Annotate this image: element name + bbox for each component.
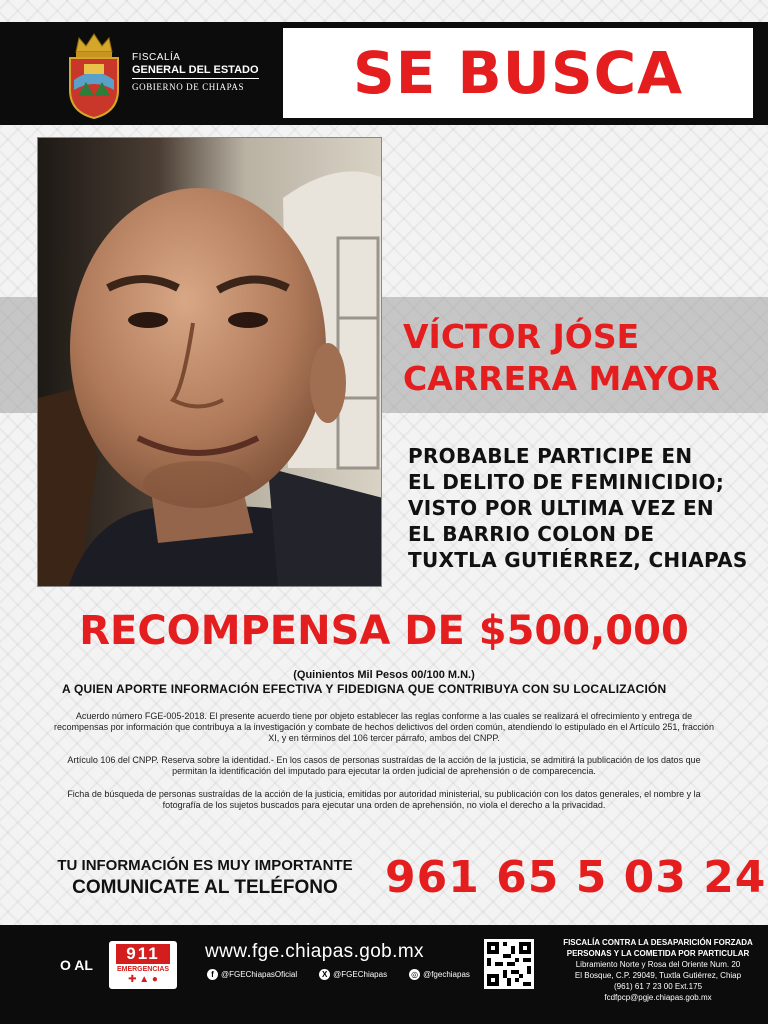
call-to-action	[40, 856, 370, 900]
emergency-services-icon: ✚ ▲ ●	[128, 974, 158, 985]
or-at-label: O AL	[60, 957, 93, 973]
suspect-name-line-2: CARRERA MAYOR	[403, 359, 720, 398]
unit-phone: (961) 61 7 23 00 Ext.175	[613, 982, 703, 991]
unit-name-line-2: PERSONAS Y LA COMETIDA POR PARTICULAR	[566, 949, 750, 958]
agency-name	[132, 52, 259, 92]
reward-note: A QUIEN APORTE INFORMACIÓN EFECTIVA Y FIDEDIGNA QUE CONTRIBUYA CON SU LOCALIZACIÓN	[62, 682, 667, 696]
cta-line-2: COMUNICATE AL TELÉFONO	[72, 877, 338, 898]
instagram-link[interactable]	[409, 969, 470, 980]
suspect-photo	[37, 137, 382, 587]
x-link[interactable]	[319, 969, 387, 980]
poster-title: SE BUSCA	[283, 28, 753, 118]
agency-line-1: FISCALÍA	[132, 52, 181, 63]
suspect-name-line-1: VÍCTOR JÓSE	[403, 317, 640, 356]
legal-paragraph-agreement: Acuerdo número FGE-005-2018. El presente acuerdo tiene por objeto establecer las reglas conforme a las cuales se realizará el ofrecimiento y entrega de recompensas por información que contribuya a la investigación y combate de hechos delictivos del orden común, atendiendo lo estipulado en el Artículo 251, fracción XI, y en términos del 106 tercer párrafo, ambos del CNPP.	[54, 711, 714, 743]
emergency-label: EMERGENCIAS	[116, 966, 170, 973]
qr-code-icon[interactable]	[484, 939, 534, 989]
instagram-icon: ◎	[409, 969, 420, 980]
tip-phone-number[interactable]: 961 65 5 03 24	[385, 852, 767, 903]
website-link[interactable]: www.fge.chiapas.gob.mx	[205, 941, 424, 962]
suspect-name	[403, 316, 763, 400]
x-icon: X	[319, 969, 330, 980]
social-links	[207, 969, 470, 980]
facebook-icon: f	[207, 969, 218, 980]
prosecutor-unit-info	[548, 937, 768, 1003]
suspect-description	[408, 443, 763, 573]
emergency-number: 911	[116, 944, 170, 964]
description-line: TUXTLA GUTIÉRREZ, CHIAPAS	[408, 548, 748, 572]
x-handle: @FGEChiapas	[333, 970, 388, 979]
footer-bar	[0, 925, 768, 1024]
description-line: EL DELITO DE FEMINICIDIO;	[408, 470, 725, 494]
chiapas-coat-of-arms-icon	[64, 30, 124, 120]
agency-line-2: GENERAL DEL ESTADO	[132, 64, 259, 80]
facebook-handle: @FGEChiapasOficial	[221, 970, 298, 979]
address-line-2: El Bosque, C.P. 29049, Tuxtla Gutiérrez, Chiap	[574, 971, 742, 980]
header-bar	[0, 22, 768, 125]
agency-line-3: GOBIERNO DE CHIAPAS	[132, 82, 245, 93]
address-line-1: Libramiento Norte y Rosa del Oriente Num. 20	[575, 960, 741, 969]
legal-paragraph-privacy: Ficha de búsqueda de personas sustraídas de la acción de la justicia, emitidas por autoridad ministerial, su publicación con los datos generales, el nombre y la fotografía de los sujetos buscados para ejecutar una orden de aprehensión, no viola el derecho a la privacidad.	[67, 789, 701, 810]
reward-amount-words: (Quinientos Mil Pesos 00/100 M.N.)	[293, 669, 475, 681]
description-line: EL BARRIO COLON DE	[408, 522, 655, 546]
cta-line-1: TU INFORMACIÓN ES MUY IMPORTANTE	[57, 857, 353, 874]
instagram-handle: @fgechiapas	[423, 970, 470, 979]
description-line: PROBABLE PARTICIPE EN	[408, 444, 693, 468]
unit-email[interactable]: fcdfpcp@pgje.chiapas.gob.mx	[604, 993, 712, 1002]
emergency-911-badge[interactable]	[109, 941, 177, 989]
reward-headline: RECOMPENSA DE $500,000	[79, 608, 689, 654]
facebook-link[interactable]	[207, 969, 297, 980]
unit-name-line-1: FISCALÍA CONTRA LA DESAPARICIÓN FORZADA	[563, 938, 753, 947]
description-line: VISTO POR ULTIMA VEZ EN	[408, 496, 714, 520]
legal-paragraph-article-106: Artículo 106 del CNPP. Reserva sobre la identidad.- En los casos de personas sustraídas de la acción de la justicia, se admitirá la publicación de los datos que permitan la identificación del imputado para ejecutar la orden judicial de aprehensión o de comparecencia.	[67, 755, 701, 776]
